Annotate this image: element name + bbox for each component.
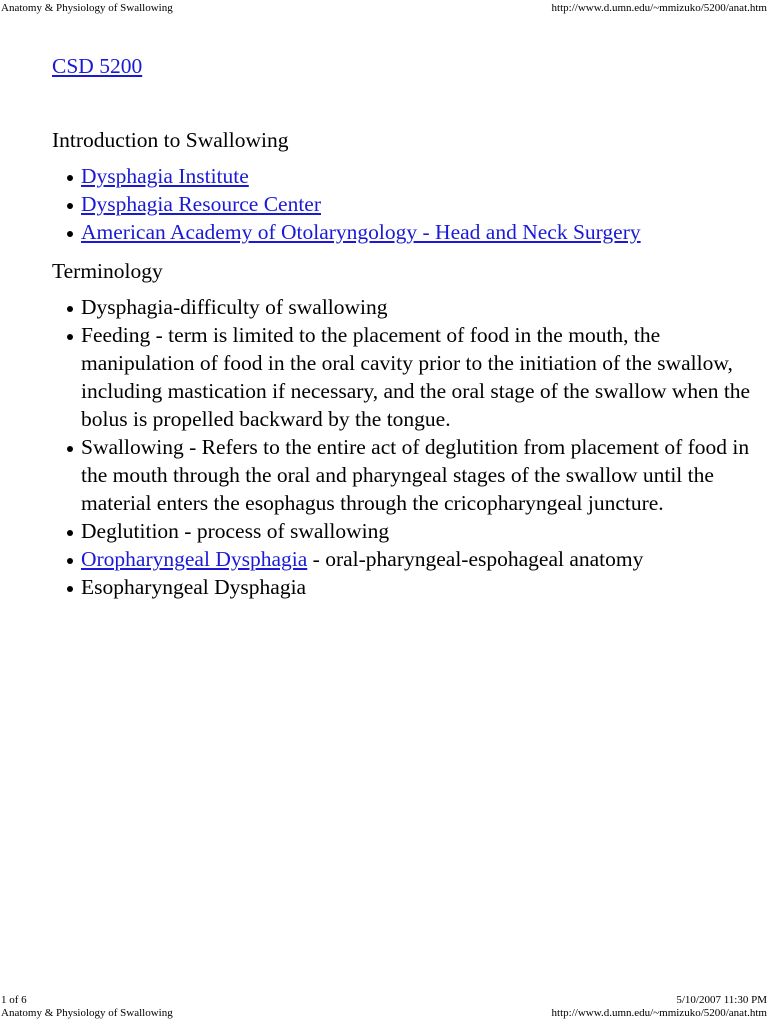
list-item — [81, 321, 752, 433]
bullet-icon — [67, 203, 73, 209]
list-item — [81, 573, 752, 601]
list-item — [81, 218, 752, 246]
page-content — [52, 52, 752, 601]
section-title-intro: Introduction to Swallowing — [52, 128, 289, 152]
term-swallowing: Swallowing - Refers to the entire act of deglutition from placement of food in the mouth through the oral and pharyngeal stages of the swallow until the material enters the esophagus through the cricopharyngeal juncture. — [81, 435, 750, 515]
header-url: http://www.d.umn.edu/~mmizuko/5200/anat.htm — [551, 2, 767, 14]
bullet-icon — [67, 530, 73, 536]
print-header — [0, 1, 768, 15]
dysphagia-resource-center-link[interactable]: Dysphagia Resource Center — [81, 192, 322, 216]
bullet-icon — [67, 231, 73, 237]
footer-url: http://www.d.umn.edu/~mmizuko/5200/anat.htm — [551, 1007, 767, 1019]
list-item — [81, 433, 752, 517]
bullet-icon — [67, 334, 73, 340]
list-item — [81, 517, 752, 545]
list-item — [81, 190, 752, 218]
footer-timestamp: 5/10/2007 11:30 PM — [676, 994, 767, 1006]
term-deglutition: Deglutition - process of swallowing — [81, 519, 390, 543]
term-esopharyngeal: Esopharyngeal Dysphagia — [81, 575, 307, 599]
intro-list — [52, 162, 752, 246]
dysphagia-institute-link[interactable]: Dysphagia Institute — [81, 164, 249, 188]
terminology-list — [52, 293, 752, 601]
course-link[interactable]: CSD 5200 — [52, 54, 143, 78]
header-page-title: Anatomy & Physiology of Swallowing — [1, 2, 173, 14]
print-footer — [0, 994, 768, 1022]
term-oropharyngeal-description: - oral-pharyngeal-espohageal anatomy — [307, 547, 644, 571]
term-dysphagia: Dysphagia-difficulty of swallowing — [81, 295, 388, 319]
footer-page-title: Anatomy & Physiology of Swallowing — [1, 1007, 173, 1019]
bullet-icon — [67, 558, 73, 564]
bullet-icon — [67, 306, 73, 312]
term-feeding: Feeding - term is limited to the placement of food in the mouth, the manipulation of food in the oral cavity prior to the initiation of the swallow, including mastication if necessary, and the oral stage of the swallow when the bolus is propelled backward by the tongue. — [81, 323, 751, 431]
list-item — [81, 545, 752, 573]
list-item — [81, 293, 752, 321]
section-title-terminology: Terminology — [52, 259, 163, 283]
footer-page-count: 1 of 6 — [1, 994, 27, 1006]
bullet-icon — [67, 175, 73, 181]
bullet-icon — [67, 446, 73, 452]
aao-hns-link[interactable]: American Academy of Otolaryngology - Head and Neck Surgery — [81, 220, 641, 244]
list-item — [81, 162, 752, 190]
bullet-icon — [67, 586, 73, 592]
oropharyngeal-dysphagia-link[interactable]: Oropharyngeal Dysphagia — [81, 547, 308, 571]
